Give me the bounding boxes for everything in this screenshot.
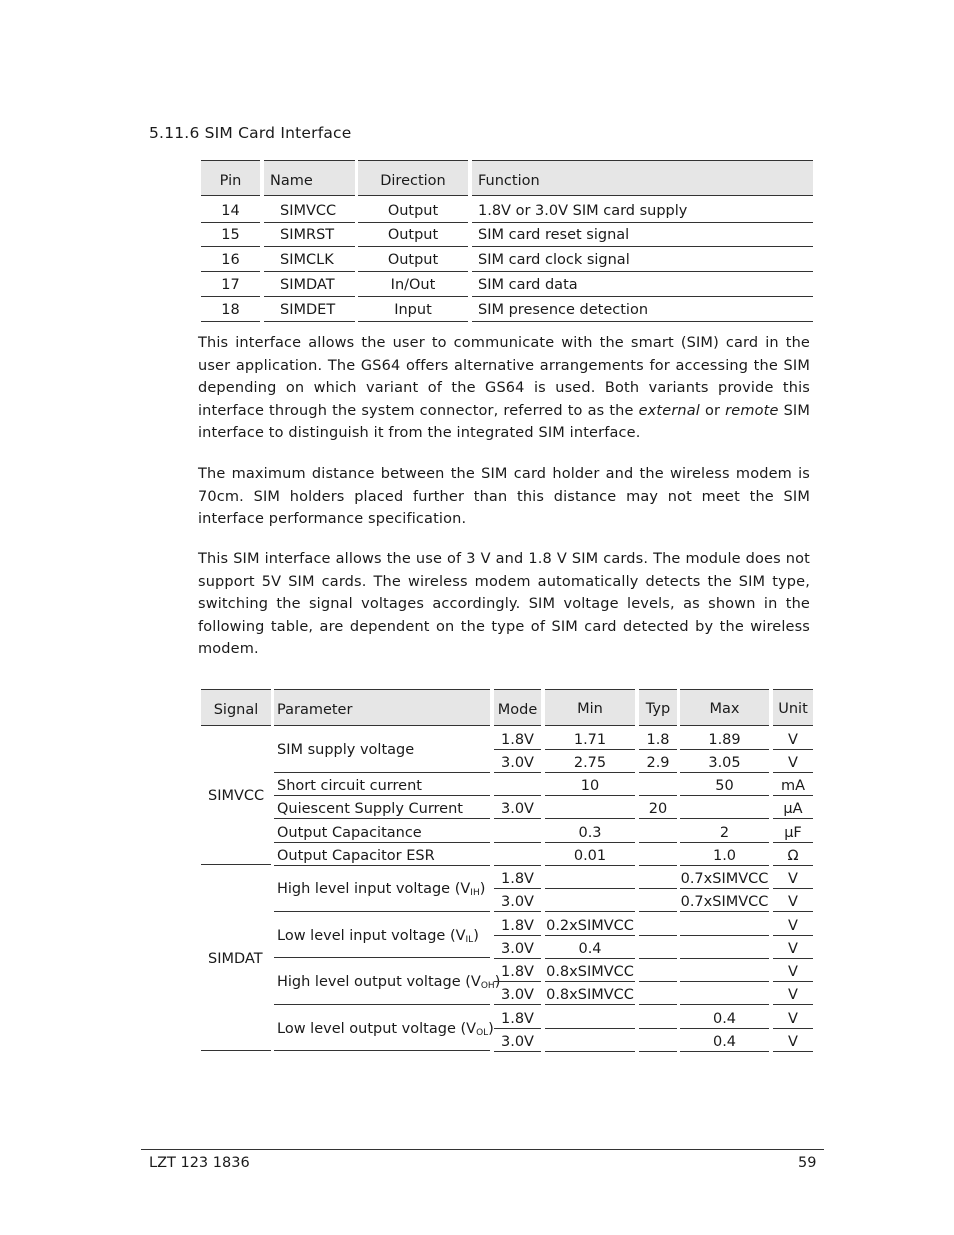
term-external: external	[638, 402, 700, 419]
sim-cell-typ	[639, 889, 677, 912]
sim-cell-unit: V	[773, 750, 813, 773]
sim-cell-mode	[494, 843, 541, 866]
pin-name: SIMDET	[264, 297, 355, 322]
sim-cell-mode: 3.0V	[494, 750, 541, 773]
pin-direction: Input	[358, 297, 468, 322]
sim-header-parameter: Parameter	[274, 689, 490, 726]
sim-cell-mode: 1.8V	[494, 727, 541, 750]
sim-cell-mode: 3.0V	[494, 936, 541, 959]
signal-divider	[201, 1050, 271, 1051]
sim-cell-min: 0.3	[545, 820, 635, 843]
sim-cell-typ	[639, 936, 677, 959]
pin-header-function: Function	[472, 160, 813, 196]
sim-cell-unit: V	[773, 1029, 813, 1052]
sim-cell-min	[545, 889, 635, 912]
param-output-esr: Output Capacitor ESR	[274, 843, 490, 866]
paragraph-text: SIM interface to distinguish it from the integrated SIM interface.	[198, 402, 811, 441]
sim-cell-max: 0.7xSIMVCC	[680, 889, 769, 912]
sim-cell-mode: 1.8V	[494, 1006, 541, 1029]
pin-function: 1.8V or 3.0V SIM card supply	[472, 198, 813, 223]
param-voh	[277, 974, 500, 991]
pin-name: SIMRST	[264, 222, 355, 247]
sim-cell-unit: V	[773, 936, 813, 959]
sim-cell-min	[545, 1029, 635, 1052]
param-output-capacitance: Output Capacitance	[274, 820, 490, 843]
sim-header-mode: Mode	[494, 689, 541, 726]
sim-cell-max	[680, 959, 769, 982]
sim-cell-mode: 3.0V	[494, 796, 541, 819]
sim-cell-max: 0.7xSIMVCC	[680, 866, 769, 889]
pin-number: 14	[201, 198, 260, 223]
pin-header-direction: Direction	[358, 160, 468, 196]
signal-simdat: SIMDAT	[208, 951, 263, 967]
param-close: )	[479, 881, 486, 897]
sim-cell-typ	[639, 913, 677, 936]
sim-cell-min: 0.8xSIMVCC	[545, 982, 635, 1005]
sim-header-min: Min	[545, 689, 635, 726]
param-quiescent: Quiescent Supply Current	[274, 796, 490, 819]
param-close: )	[473, 928, 479, 944]
param-close: )	[494, 974, 501, 990]
sim-cell-typ	[639, 1029, 677, 1052]
sim-cell-unit: V	[773, 727, 813, 750]
pin-name: SIMVCC	[264, 198, 355, 223]
pin-function: SIM card clock signal	[472, 247, 813, 272]
sim-cell-min: 1.71	[545, 727, 635, 750]
paragraph-voltage: This SIM interface allows the use of 3 V and 1.8 V SIM cards. The module does not support 5V SIM cards. The wireless modem automatically detects the SIM type, switching the signal voltages accordingly. SIM voltage levels, as shown in the following table, are dependent on the type of SIM card detected by the wireless modem.	[198, 551, 810, 657]
pin-number: 17	[201, 272, 260, 297]
sim-cell-unit: µF	[773, 820, 813, 843]
sim-cell-mode	[494, 820, 541, 843]
sim-cell-max: 2	[680, 820, 769, 843]
param-vih-text: High level input voltage (V	[277, 881, 471, 897]
sim-cell-max: 0.4	[680, 1029, 769, 1052]
sim-cell-unit: mA	[773, 773, 813, 796]
sim-cell-unit: V	[773, 889, 813, 912]
footer-doc-id: LZT 123 1836	[149, 1155, 250, 1171]
param-vil-text: Low level input voltage (V	[277, 928, 466, 944]
sim-cell-min: 0.8xSIMVCC	[545, 959, 635, 982]
param-voh-sub: OH	[480, 981, 495, 991]
sim-cell-min: 2.75	[545, 750, 635, 773]
sim-cell-max: 1.89	[680, 727, 769, 750]
param-vol	[277, 1021, 494, 1038]
sim-cell-max: 1.0	[680, 843, 769, 866]
param-divider	[274, 1050, 490, 1051]
sim-header-typ: Typ	[639, 689, 677, 726]
sim-cell-max: 50	[680, 773, 769, 796]
pin-function: SIM presence detection	[472, 297, 813, 322]
pin-direction: Output	[358, 222, 468, 247]
param-divider	[274, 1004, 490, 1005]
sim-cell-unit: µA	[773, 796, 813, 819]
paragraph-distance: The maximum distance between the SIM card holder and the wireless modem is 70cm. SIM holders placed further than this distance may not meet the SIM interface performance specification.	[198, 466, 810, 527]
sim-cell-max	[680, 936, 769, 959]
signal-simvcc: SIMVCC	[208, 788, 265, 804]
paragraph-text: This interface allows the user to communicate with the smart (SIM) card in the user application. The GS64 offers alternative arrangements for accessing the SIM depending on which variant of the GS64 is used. Both variants provide this interface through the system connector, referred to as the	[198, 335, 810, 419]
pin-direction: Output	[358, 247, 468, 272]
pin-direction: Output	[358, 198, 468, 223]
sim-cell-max	[680, 913, 769, 936]
sim-cell-mode: 3.0V	[494, 889, 541, 912]
sim-cell-typ	[639, 866, 677, 889]
param-vih-sub: IH	[470, 888, 480, 898]
sim-cell-min: 0.4	[545, 936, 635, 959]
param-divider	[274, 957, 490, 958]
param-voh-text: High level output voltage (V	[277, 974, 481, 990]
sim-cell-min	[545, 866, 635, 889]
sim-cell-typ: 1.8	[639, 727, 677, 750]
param-vil-sub: IL	[465, 935, 474, 945]
pin-number: 16	[201, 247, 260, 272]
footer-divider	[141, 1149, 824, 1150]
footer-page-number: 59	[798, 1155, 817, 1171]
pin-function: SIM card reset signal	[472, 222, 813, 247]
sim-cell-unit: V	[773, 959, 813, 982]
param-divider	[274, 911, 490, 912]
sim-cell-typ	[639, 820, 677, 843]
pin-name: SIMCLK	[264, 247, 355, 272]
param-supply-voltage: SIM supply voltage	[277, 742, 415, 758]
param-divider	[274, 772, 490, 773]
sim-cell-min: 0.2xSIMVCC	[545, 913, 635, 936]
sim-cell-mode: 1.8V	[494, 866, 541, 889]
sim-cell-min	[545, 1006, 635, 1029]
sim-cell-typ: 2.9	[639, 750, 677, 773]
sim-cell-min	[545, 796, 635, 819]
pin-header-pin: Pin	[201, 160, 260, 196]
sim-cell-max: 0.4	[680, 1006, 769, 1029]
sim-cell-unit: V	[773, 1006, 813, 1029]
sim-cell-unit: V	[773, 913, 813, 936]
sim-cell-unit: V	[773, 866, 813, 889]
pin-header-name: Name	[264, 160, 355, 196]
param-short-circuit: Short circuit current	[274, 773, 490, 796]
pin-name: SIMDAT	[264, 272, 355, 297]
sim-cell-mode: 3.0V	[494, 982, 541, 1005]
pin-direction: In/Out	[358, 272, 468, 297]
sim-cell-typ	[639, 773, 677, 796]
sim-cell-mode: 1.8V	[494, 959, 541, 982]
param-vol-text: Low level output voltage (V	[277, 1021, 477, 1037]
param-vih	[277, 881, 485, 898]
paragraph-text: or	[699, 402, 726, 419]
param-vol-sub: OL	[476, 1028, 489, 1038]
sim-cell-min: 10	[545, 773, 635, 796]
paragraph-interface	[198, 332, 810, 445]
sim-cell-max	[680, 796, 769, 819]
sim-cell-mode: 3.0V	[494, 1029, 541, 1052]
term-remote: remote	[725, 402, 779, 419]
param-close: )	[488, 1021, 494, 1037]
signal-divider	[201, 864, 271, 865]
pin-function: SIM card data	[472, 272, 813, 297]
sim-header-max: Max	[680, 689, 769, 726]
pin-number: 15	[201, 222, 260, 247]
sim-cell-mode: 1.8V	[494, 913, 541, 936]
sim-header-unit: Unit	[773, 689, 813, 726]
sim-cell-unit: Ω	[773, 843, 813, 866]
sim-cell-typ	[639, 982, 677, 1005]
sim-cell-typ: 20	[639, 796, 677, 819]
sim-cell-max: 3.05	[680, 750, 769, 773]
sim-cell-max	[680, 982, 769, 1005]
sim-cell-typ	[639, 843, 677, 866]
sim-cell-mode	[494, 773, 541, 796]
sim-cell-min: 0.01	[545, 843, 635, 866]
param-vil	[277, 928, 479, 945]
section-heading: 5.11.6 SIM Card Interface	[149, 124, 352, 142]
sim-cell-typ	[639, 959, 677, 982]
sim-cell-typ	[639, 1006, 677, 1029]
pin-number: 18	[201, 297, 260, 322]
sim-header-signal: Signal	[201, 689, 271, 726]
sim-cell-unit: V	[773, 982, 813, 1005]
